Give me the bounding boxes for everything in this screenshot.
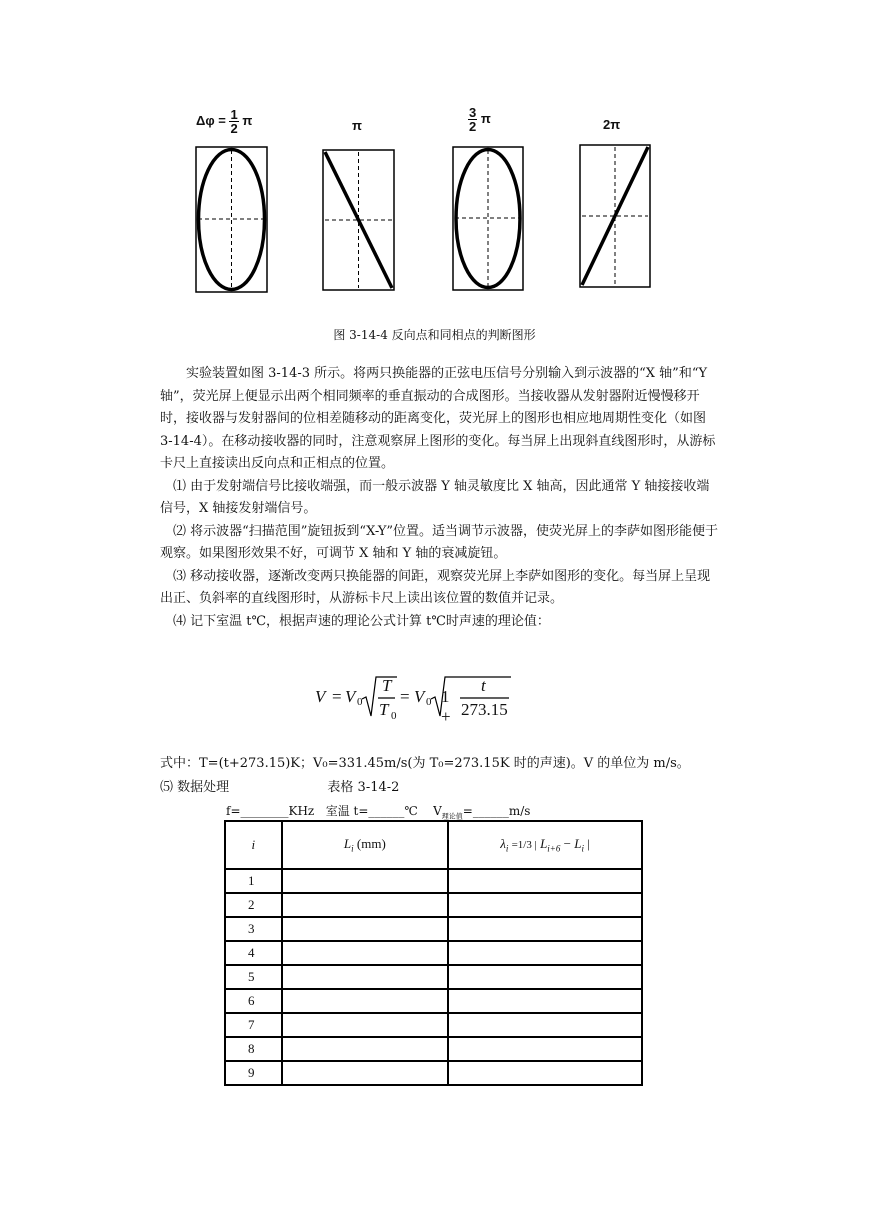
cell-i: 2	[225, 893, 282, 917]
formula-lhs: V	[315, 687, 326, 706]
cell-li[interactable]	[282, 1013, 448, 1037]
step-3: ⑶ 移动接收器，逐渐改变两只换能器的间距，观察荧光屏上李萨如图形的变化。每当屏上呈现出正、负斜率的直线图形时，从游标卡尺上读出该位置的数值并记录。	[160, 568, 711, 606]
cell-li[interactable]	[282, 965, 448, 989]
table-row	[225, 1013, 642, 1037]
data-table	[224, 820, 643, 1086]
formula-radicals	[315, 672, 515, 722]
formula-v0-b: V	[414, 687, 425, 706]
cell-i: 6	[225, 989, 282, 1013]
table-header-row	[225, 821, 642, 869]
cell-lambda[interactable]	[448, 1061, 642, 1085]
table-row	[225, 941, 642, 965]
cell-i: 5	[225, 965, 282, 989]
param-theoretical-speed: $V_{理论值}=\_\_\_\_\_\_m/s$	[433, 804, 531, 821]
label-half-pi: Δφ = $\frac{1}{2}$ π	[196, 107, 253, 136]
cell-li[interactable]	[282, 989, 448, 1013]
figure-caption: 图 3-14-4 反向点和同相点的判断图形	[333, 328, 536, 342]
table-title: 表格 3-14-2	[327, 780, 400, 795]
label-two-pi: 2π	[603, 117, 621, 132]
notes-block	[160, 752, 760, 800]
header-lambda: $\lambda_i =1/3$ | $L_{i+6} - L_i$ |	[448, 821, 642, 869]
cell-i: 3	[225, 917, 282, 941]
lissajous-figures	[0, 0, 869, 310]
formula-eq-2: =	[400, 687, 410, 706]
table-row	[225, 1037, 642, 1061]
param-room-temp: 室温 t=______℃	[325, 804, 418, 818]
cell-lambda[interactable]	[448, 989, 642, 1013]
formula-T0: T	[379, 700, 389, 719]
table-row	[225, 1061, 642, 1085]
formula-T: T	[382, 676, 392, 695]
step-1: ⑴ 由于发射端信号比接收端强，而一般示波器 Y 轴灵敏度比 X 轴高，因此通常 Y 轴接接收端信号，X 轴接发射端信号。	[160, 478, 710, 516]
param-frequency: f=________KHz	[226, 804, 315, 818]
table-row	[225, 989, 642, 1013]
header-li: $L_i$ (mm)	[282, 821, 448, 869]
cell-li[interactable]	[282, 869, 448, 893]
cell-lambda[interactable]	[448, 941, 642, 965]
cell-li[interactable]	[282, 1037, 448, 1061]
label-pi: π	[352, 118, 362, 133]
formula-eq-1: =	[332, 687, 342, 706]
cell-i: 4	[225, 941, 282, 965]
cell-lambda[interactable]	[448, 1037, 642, 1061]
step-5: ⑸ 数据处理	[160, 780, 230, 795]
body-text	[160, 363, 720, 633]
formula-T0-sub: 0	[391, 710, 397, 722]
header-i: i	[225, 821, 282, 869]
cell-li[interactable]	[282, 941, 448, 965]
cell-i: 7	[225, 1013, 282, 1037]
formula-v0-b-sub: 0	[426, 696, 432, 708]
cell-lambda[interactable]	[448, 869, 642, 893]
data-processing-line	[160, 776, 760, 800]
cell-i: 8	[225, 1037, 282, 1061]
cell-lambda[interactable]	[448, 1013, 642, 1037]
lissajous-three-half-pi	[453, 147, 523, 290]
cell-li[interactable]	[282, 917, 448, 941]
label-three-half-pi: $\frac{3}{2}$ π	[469, 105, 491, 134]
table-row	[225, 869, 642, 893]
formula-273: 273.15	[461, 700, 508, 719]
cell-lambda[interactable]	[448, 965, 642, 989]
cell-li[interactable]	[282, 1061, 448, 1085]
table-row	[225, 965, 642, 989]
lissajous-pi	[323, 150, 394, 290]
formula-where: 式中：T=(t+273.15)K；V₀=331.45m/s(为 T₀=273.15K 时的声速)。V 的单位为 m/s。	[160, 756, 690, 771]
step-2: ⑵ 将示波器“扫描范围”旋钮扳到“X-Y”位置。适当调节示波器，使荧光屏上的李萨如图形能便于观察。如果图形效果不好，可调节 X 轴和 Y 轴的衰减旋钮。	[160, 523, 719, 561]
formula-v0-a: V	[345, 687, 356, 706]
formula-one-plus: 1 +	[441, 687, 451, 726]
table-row	[225, 917, 642, 941]
cell-li[interactable]	[282, 893, 448, 917]
cell-lambda[interactable]	[448, 917, 642, 941]
intro-paragraph: 实验装置如图 3-14-3 所示。将两只换能器的正弦电压信号分别输入到示波器的“X 轴”和“Y 轴”，荧光屏上便显示出两个相同频率的垂直振动的合成图形。当接收器从发射器附近慢慢移开时，接收器与发射器间的位相差随移动的距离变化，荧光屏上的图形也相应地周期性变化（如图 3-14-4）。在移动接收器的同时，注意观察屏上图形的变化。每当屏上出现斜直线图形时，从游标卡尺上直接读出反向点和正相点的位置。	[160, 366, 716, 471]
table-row	[225, 893, 642, 917]
formula-v0-a-sub: 0	[357, 696, 363, 708]
table-params	[226, 802, 530, 821]
cell-i: 9	[225, 1061, 282, 1085]
cell-lambda[interactable]	[448, 893, 642, 917]
lissajous-half-pi	[196, 147, 267, 292]
step-4: ⑷ 记下室温 t℃，根据声速的理论公式计算 t℃时声速的理论值：	[173, 613, 550, 629]
formula-t: t	[481, 676, 486, 695]
lissajous-two-pi	[580, 145, 650, 287]
cell-i: 1	[225, 869, 282, 893]
